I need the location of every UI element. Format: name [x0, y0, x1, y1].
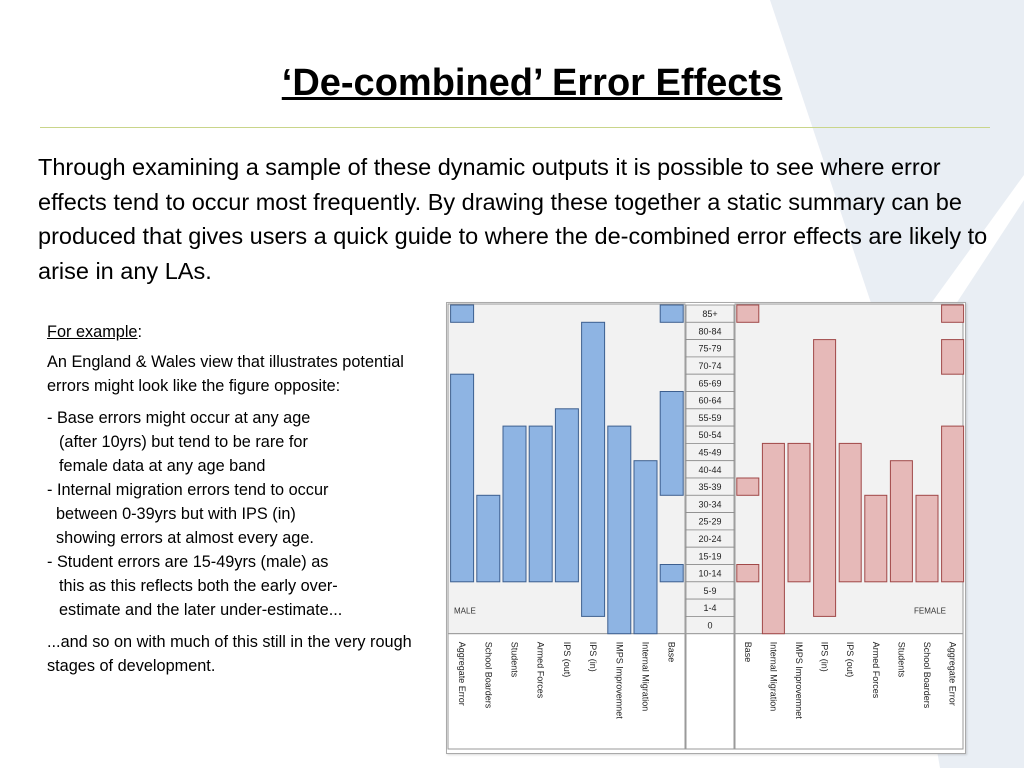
example-description: An England & Wales view that illustrates potential errors might look like the figure opposite: — [47, 353, 404, 395]
male-panel-label: MALE — [454, 606, 476, 616]
age-band-label: 30-34 — [698, 499, 722, 510]
age-band-label: 65-69 — [698, 378, 722, 389]
female-error-bar — [737, 305, 759, 322]
age-band-label: 35-39 — [698, 482, 722, 493]
bullet-base-errors: - Base errors might occur at any age — [47, 409, 311, 427]
bullet-internal-migration: - Internal migration errors tend to occur — [47, 481, 329, 499]
male-series-label: IPS (in) — [588, 641, 599, 672]
male-error-bar — [582, 322, 605, 616]
female-series-label: Base — [742, 641, 753, 663]
bullet-base-errors-line2: (after 10yrs) but tend to be rare for — [59, 433, 308, 451]
male-error-bar — [608, 426, 631, 634]
female-error-bar — [814, 340, 836, 617]
female-error-bar — [737, 478, 759, 495]
example-colon: : — [137, 323, 143, 341]
female-series-label: Internal Migration — [768, 641, 779, 712]
error-effects-figure — [446, 302, 966, 754]
female-series-label: Students — [896, 641, 907, 678]
female-panel-label: FEMALE — [914, 606, 947, 616]
female-error-bar — [942, 305, 964, 322]
age-band-label: 1-4 — [703, 603, 717, 614]
bullet-internal-migration-line3: showing errors at almost every age. — [56, 529, 314, 547]
age-band-label: 40-44 — [698, 464, 722, 475]
female-error-bar — [890, 461, 912, 582]
female-error-bar — [788, 443, 810, 581]
male-series-label: Students — [509, 641, 520, 678]
female-error-bar — [942, 426, 964, 582]
age-band-label: 75-79 — [698, 343, 722, 354]
title-divider — [40, 127, 990, 128]
age-band-label: 50-54 — [698, 430, 722, 441]
example-label: For example — [47, 323, 138, 341]
male-series-label: IPS (out) — [561, 641, 572, 678]
male-error-bar — [660, 565, 683, 582]
age-band-label: 0 — [707, 620, 713, 631]
age-band-label: 25-29 — [698, 516, 722, 527]
age-band-label: 5-9 — [703, 585, 717, 596]
age-band-label: 85+ — [702, 309, 718, 320]
age-band-label: 45-49 — [698, 447, 722, 458]
female-series-label: IPS (out) — [845, 641, 856, 678]
bullet-internal-migration-line2: between 0-39yrs but with IPS (in) — [56, 505, 296, 523]
female-error-bar — [762, 443, 784, 633]
intro-paragraph: Through examining a sample of these dynamic outputs it is possible to see where error effects tend to occur most frequently. By drawing these together a static summary can be produced that gives users a quick guide to where the de-combined error effects are likely to arise in any LAs. — [38, 154, 988, 284]
female-error-bar — [737, 565, 759, 582]
female-error-bar — [839, 443, 861, 581]
male-series-label: IMPS Improvemnet — [614, 641, 625, 719]
male-error-bar — [503, 426, 526, 582]
female-error-bar — [942, 340, 964, 375]
example-heading — [47, 320, 417, 344]
male-series-label: School Boarders — [483, 641, 494, 709]
slide-title: ‘De-combined’ Error Effects — [281, 62, 783, 104]
bullet-student-errors-line2: this as this reflects both the early over- — [59, 577, 338, 595]
age-band-label: 60-64 — [698, 395, 722, 406]
female-series-label: Aggregate Error — [947, 641, 958, 706]
closing-note: ...and so on with much of this still in the very rough stages of development. — [47, 633, 412, 675]
error-effects-diagram — [447, 303, 965, 753]
male-series-label: Aggregate Error — [457, 641, 468, 706]
bullet-student-errors-line3: estimate and the later under-estimate... — [59, 601, 343, 619]
female-series-label: School Boarders — [922, 641, 932, 709]
bullet-base-errors-line3: female data at any age band — [59, 457, 266, 475]
age-band-label: 10-14 — [698, 568, 722, 579]
male-error-bar — [477, 495, 500, 582]
male-error-bar — [555, 409, 578, 582]
age-band-label: 80-84 — [698, 326, 722, 337]
age-column-footer — [686, 634, 734, 749]
age-band-label: 70-74 — [698, 361, 722, 372]
male-error-bar — [529, 426, 552, 582]
female-series-label: IMPS Improvemnet — [794, 641, 804, 719]
male-error-bar — [634, 461, 657, 634]
male-series-label: Base — [666, 641, 677, 663]
male-error-bar — [451, 305, 474, 322]
female-error-bar — [865, 495, 887, 582]
female-series-label: Armed Forces — [870, 641, 881, 699]
male-error-bar — [660, 305, 683, 322]
female-error-bar — [916, 495, 938, 582]
male-error-bar — [451, 374, 474, 582]
side-notes — [47, 320, 417, 678]
bullet-student-errors: - Student errors are 15-49yrs (male) as — [47, 553, 329, 571]
age-band-label: 20-24 — [698, 534, 722, 545]
male-error-bar — [660, 392, 683, 496]
age-band-label: 15-19 — [698, 551, 722, 562]
male-series-label: Armed Forces — [535, 641, 546, 699]
age-band-label: 55-59 — [698, 412, 722, 423]
male-series-label: Internal Migration — [640, 641, 651, 712]
female-series-label: IPS (in) — [819, 641, 830, 672]
